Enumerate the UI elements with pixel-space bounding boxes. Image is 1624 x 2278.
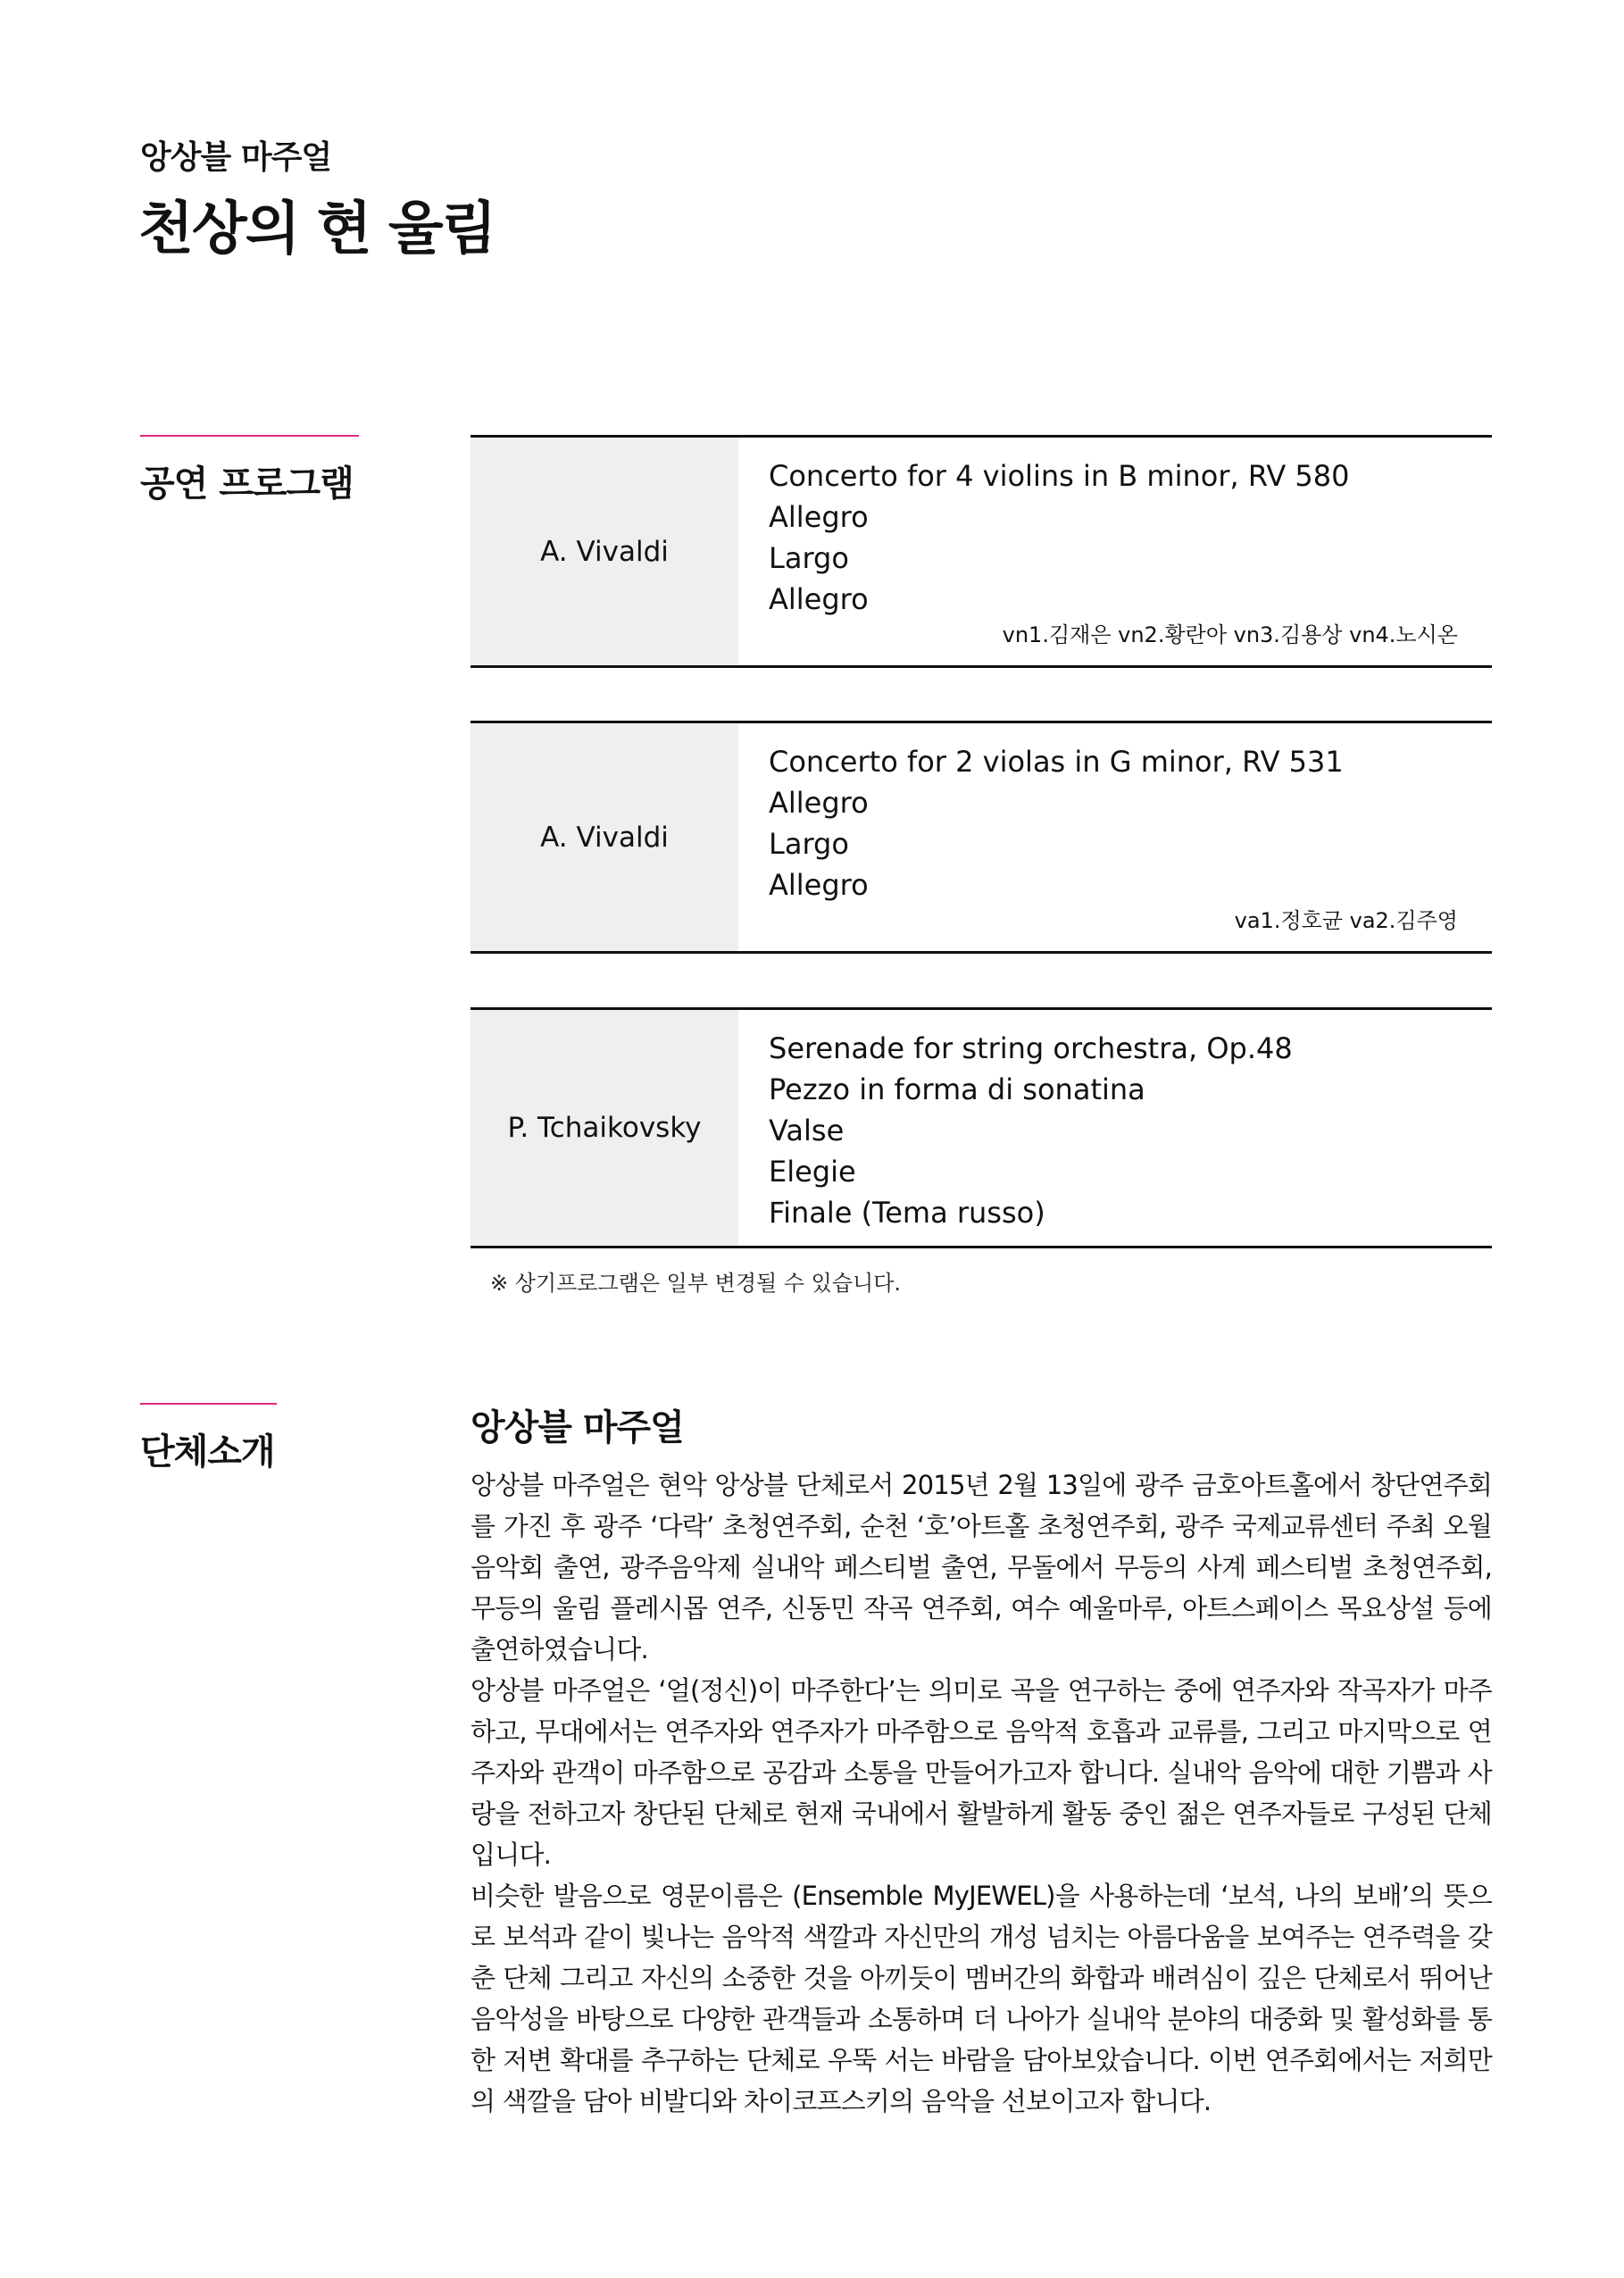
performer-list: vn1.김재은 vn2.황란아 vn3.김용상 vn4.노시온 <box>1002 622 1458 647</box>
piece-title: Serenade for string orchestra, Op.48 <box>769 1031 1293 1065</box>
performer-list: va1.정호균 va2.김주영 <box>1234 908 1458 933</box>
program-block-1 <box>471 435 1492 668</box>
movement: Elegie <box>769 1155 856 1189</box>
movement: Allegro <box>769 500 869 534</box>
movement: Valse <box>769 1114 845 1147</box>
movement: Allegro <box>769 786 869 820</box>
composer-name: A. Vivaldi <box>471 723 738 951</box>
piece-list <box>738 723 1492 951</box>
concert-subtitle: 앙상블 마주얼 <box>140 139 332 176</box>
piece-list <box>738 438 1492 665</box>
intro-section-rule <box>140 1403 277 1405</box>
concert-title: 천상의 현 울림 <box>138 196 496 263</box>
intro-paragraph: 앙상블 마주얼은 현악 앙상블 단체로서 2015년 2월 13일에 광주 금호아트홀에서 창단연주회를 가진 후 광주 ‘다락’ 초청연주회, 순천 ‘호’아트홀 초청연주회, 광주 국제교류센터 주최 오월 음악회 출연, 광주음악제 실내악 페스티벌 출연, 무돌에서 무등의 사계 페스티벌 초청연주회, 무등의 울림 플레시몹 연주, 신동민 작곡 연주회, 여수 예울마루, 아트스페이스 목요상설 등에 출연하였습니다. <box>471 1470 1492 1665</box>
intro-section-title: 단체소개 <box>140 1431 275 1473</box>
movement: Allegro <box>769 582 869 616</box>
intro-body <box>471 1464 1492 2122</box>
piece-list <box>738 1010 1492 1246</box>
intro-paragraph: 비슷한 발음으로 영문이름은 (Ensemble MyJEWEL)을 사용하는데 ‘보석, 나의 보배’의 뜻으로 보석과 같이 빛나는 음악적 색깔과 자신만의 개성 넘치는 아름다움을 보여주는 연주력을 갖춘 단체 그리고 자신의 소중한 것을 아끼듯이 멤버간의 화합과 배려심이 깊은 단체로서 뛰어난 음악성을 바탕으로 다양한 관객들과 소통하며 더 나아가 실내악 분야의 대중화 및 활성화를 통한 저변 확대를 추구하는 단체로 우뚝 서는 바람을 담아보았습니다. 이번 연주회에서는 저희만의 색깔을 담아 비발디와 차이코프스키의 음악을 선보이고자 합니다. <box>471 1881 1492 2116</box>
program-block-2 <box>471 721 1492 954</box>
program-section-title: 공연 프로그램 <box>140 463 354 505</box>
composer-name: P. Tchaikovsky <box>471 1010 738 1246</box>
program-section-rule <box>140 435 359 437</box>
piece-title: Concerto for 4 violins in B minor, RV 580 <box>769 459 1350 493</box>
movement: Finale (Tema russo) <box>769 1196 1045 1230</box>
movement: Largo <box>769 827 849 861</box>
movement: Pezzo in forma di sonatina <box>769 1072 1145 1106</box>
movement: Largo <box>769 541 849 575</box>
intro-heading: 앙상블 마주얼 <box>471 1407 684 1448</box>
intro-paragraph: 앙상블 마주얼은 ‘얼(정신)이 마주한다’는 의미로 곡을 연구하는 중에 연주자와 작곡자가 마주하고, 무대에서는 연주자와 연주자가 마주함으로 음악적 호흡과 교류를, 그리고 마지막으로 연주자와 관객이 마주함으로 공감과 소통을 만들어가고자 합니다. 실내악 음악에 대한 기쁨과 사랑을 전하고자 창단된 단체로 현재 국내에서 활발하게 활동 중인 젊은 연주자들로 구성된 단체입니다. <box>471 1675 1492 1870</box>
composer-name: A. Vivaldi <box>471 438 738 665</box>
piece-title: Concerto for 2 violas in G minor, RV 531 <box>769 745 1344 779</box>
program-block-3 <box>471 1007 1492 1248</box>
program-change-note: ※ 상기프로그램은 일부 변경될 수 있습니다. <box>490 1271 902 1296</box>
movement: Allegro <box>769 868 869 902</box>
